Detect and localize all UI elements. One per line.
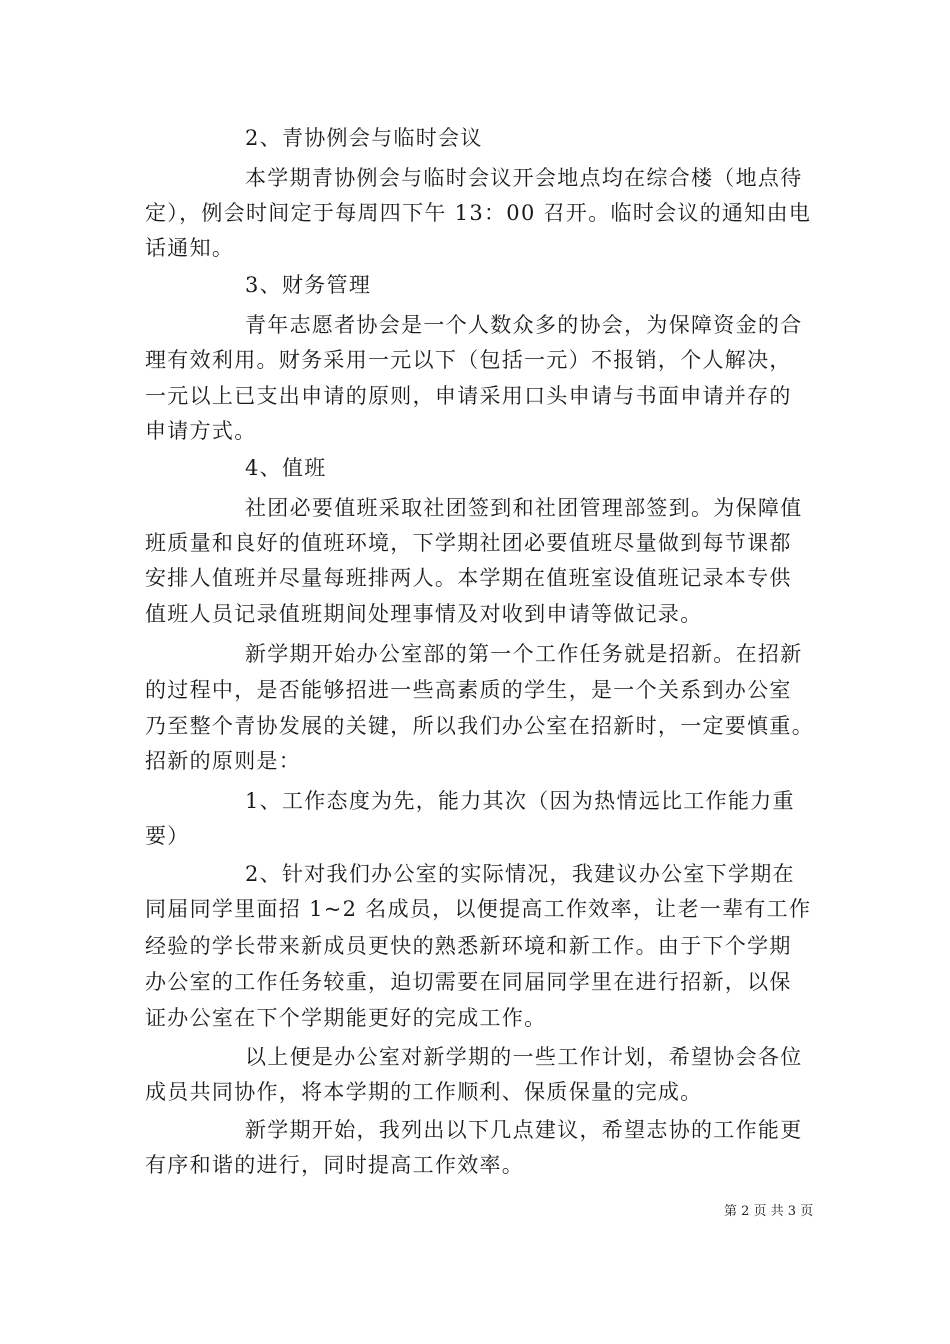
paragraph-line: 一元以上已支出申请的原则，申请采用口头申请与书面申请并存的 — [145, 384, 792, 408]
paragraph-line: 社团必要值班采取社团签到和社团管理部签到。为保障值 — [245, 496, 803, 520]
paragraph-line: 要） — [145, 824, 190, 848]
paragraph-line: 招新的原则是： — [145, 749, 302, 773]
paragraph-line: 的过程中，是否能够招进一些高素质的学生，是一个关系到办公室 — [145, 678, 792, 702]
paragraph-line: 理有效利用。财务采用一元以下（包括一元）不报销，个人解决， — [145, 348, 792, 372]
paragraph-line: 值班人员记录值班期间处理事情及对收到申请等做记录。 — [145, 602, 703, 626]
paragraph-line: 成员共同协作，将本学期的工作顺利、保质保量的完成。 — [145, 1080, 703, 1104]
paragraph-line: 乃至整个青协发展的关键，所以我们办公室在招新时，一定要慎重。 — [145, 714, 814, 738]
paragraph-line: 办公室的工作任务较重，迫切需要在同届同学里在进行招新，以保 — [145, 970, 792, 994]
paragraph-line: 青年志愿者协会是一个人数众多的协会，为保障资金的合 — [245, 313, 803, 337]
heading-meetings: 2、青协例会与临时会议 — [245, 126, 483, 150]
page-number: 第 2 页 共 3 页 — [724, 1204, 814, 1219]
paragraph-line: 证办公室在下个学期能更好的完成工作。 — [145, 1006, 547, 1030]
paragraph-line: 申请方式。 — [145, 419, 257, 443]
paragraph-line: 有序和谐的进行，同时提高工作效率。 — [145, 1153, 525, 1177]
paragraph-line: 班质量和良好的值班环境，下学期社团必要值班尽量做到每节课都 — [145, 531, 792, 555]
paragraph-line: 以上便是办公室对新学期的一些工作计划，希望协会各位 — [245, 1045, 803, 1069]
paragraph-line: 同届同学里面招 1~2 名成员，以便提高工作效率，让老一辈有工作 — [145, 897, 812, 921]
heading-duty: 4、值班 — [245, 456, 327, 480]
list-item-2: 2、针对我们办公室的实际情况，我建议办公室下学期在 — [245, 862, 795, 886]
paragraph-line: 话通知。 — [145, 236, 235, 260]
paragraph-line: 本学期青协例会与临时会议开会地点均在综合楼（地点待 — [245, 166, 803, 190]
paragraph-line: 安排人值班并尽量每班排两人。本学期在值班室设值班记录本专供 — [145, 566, 792, 590]
paragraph-line: 新学期开始，我列出以下几点建议，希望志协的工作能更 — [245, 1118, 803, 1142]
heading-finance: 3、财务管理 — [245, 273, 372, 297]
paragraph-line: 新学期开始办公室部的第一个工作任务就是招新。在招新 — [245, 642, 803, 666]
paragraph-line: 经验的学长带来新成员更快的熟悉新环境和新工作。由于下个学期 — [145, 934, 792, 958]
paragraph-line: 定），例会时间定于每周四下午 13：00 召开。临时会议的通知由电 — [145, 201, 812, 225]
list-item-1: 1、工作态度为先，能力其次（因为热情远比工作能力重 — [245, 789, 795, 813]
